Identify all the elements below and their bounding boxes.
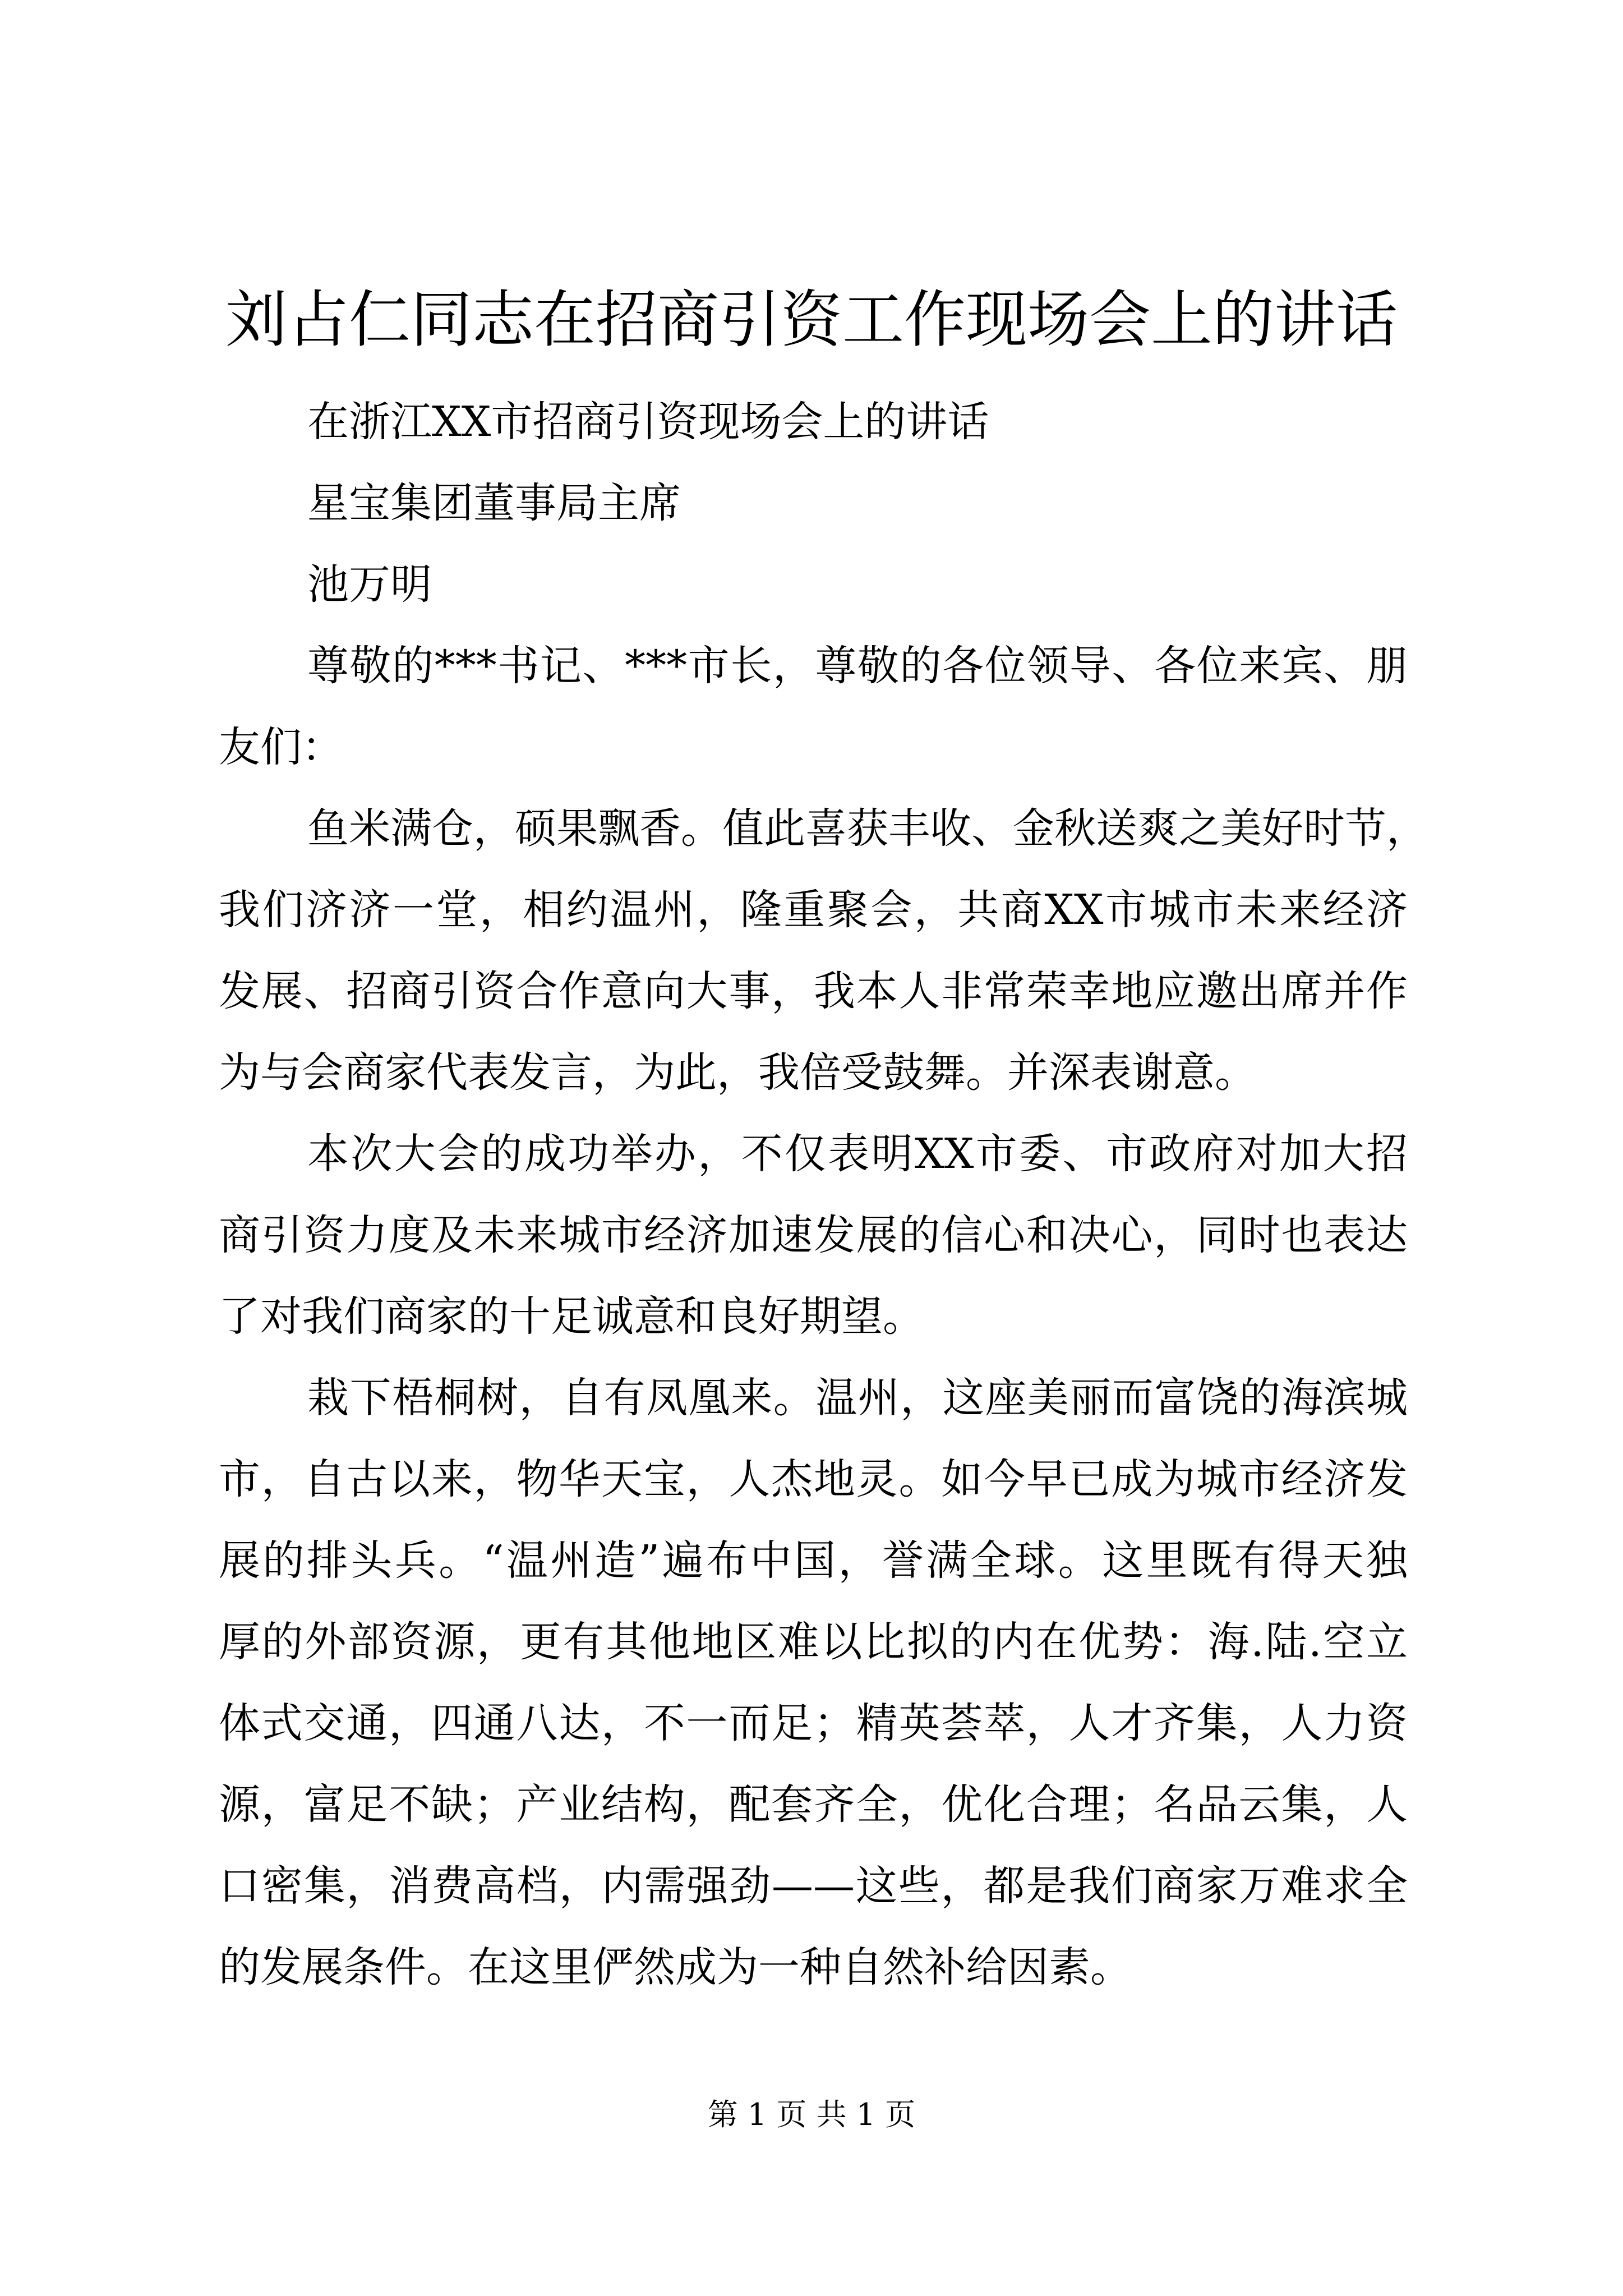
paragraph-line: 体式交通，四通八达，不一而足；精英荟萃，人才齐集，人力资 bbox=[219, 1699, 1408, 1747]
paragraph-line: 厚的外部资源，更有其他地区难以比拟的内在优势：海.陆.空立 bbox=[219, 1618, 1408, 1666]
subtitle-line: 在浙江XX市招商引资现场会上的讲话 bbox=[307, 398, 989, 446]
paragraph-line: 商引资力度及未来城市经济加速发展的信心和决心，同时也表达 bbox=[219, 1211, 1408, 1259]
document-body bbox=[219, 381, 1428, 2008]
paragraph-line: 本次大会的成功举办，不仅表明XX市委、市政府对加大招 bbox=[307, 1130, 1408, 1178]
paragraph-line: 我们济济一堂，相约温州，隆重聚会，共商XX市城市未来经济 bbox=[219, 886, 1408, 934]
speaker-title-line: 星宝集团董事局主席 bbox=[307, 479, 681, 527]
paragraph-line: 了对我们商家的十足诚意和良好期望。 bbox=[219, 1292, 924, 1341]
paragraph-line: 发展、招商引资合作意向大事，我本人非常荣幸地应邀出席并作 bbox=[219, 967, 1408, 1015]
speaker-name-line: 池万明 bbox=[307, 560, 432, 609]
paragraph-line: 栽下梧桐树，自有凤凰来。温州，这座美丽而富饶的海滨城 bbox=[307, 1374, 1408, 1422]
paragraph-line: 尊敬的***书记、***市长，尊敬的各位领导、各位来宾、朋 bbox=[307, 642, 1408, 690]
paragraph-line: 展的排头兵。“温州造”遍布中国，誉满全球。这里既有得天独 bbox=[219, 1536, 1408, 1585]
paragraph-line: 的发展条件。在这里俨然成为一种自然补给因素。 bbox=[219, 1943, 1132, 1991]
paragraph-line: 为与会商家代表发言，为此，我倍受鼓舞。并深表谢意。 bbox=[219, 1048, 1256, 1097]
paragraph-line: 口密集，消费高档，内需强劲——这些，都是我们商家万难求全 bbox=[219, 1862, 1408, 1910]
paragraph-line: 友们： bbox=[219, 723, 343, 771]
document-title: 刘占仁同志在招商引资工作现场会上的讲话 bbox=[225, 284, 1398, 356]
paragraph-line: 鱼米满仓，硕果飘香。值此喜获丰收、金秋送爽之美好时节， bbox=[307, 804, 1428, 853]
page-footer: 第 1 页 共 1 页 bbox=[707, 2097, 916, 2132]
paragraph-line: 市，自古以来，物华天宝，人杰地灵。如今早已成为城市经济发 bbox=[219, 1455, 1408, 1503]
paragraph-line: 源，富足不缺；产业结构，配套齐全，优化合理；名品云集，人 bbox=[219, 1780, 1408, 1829]
